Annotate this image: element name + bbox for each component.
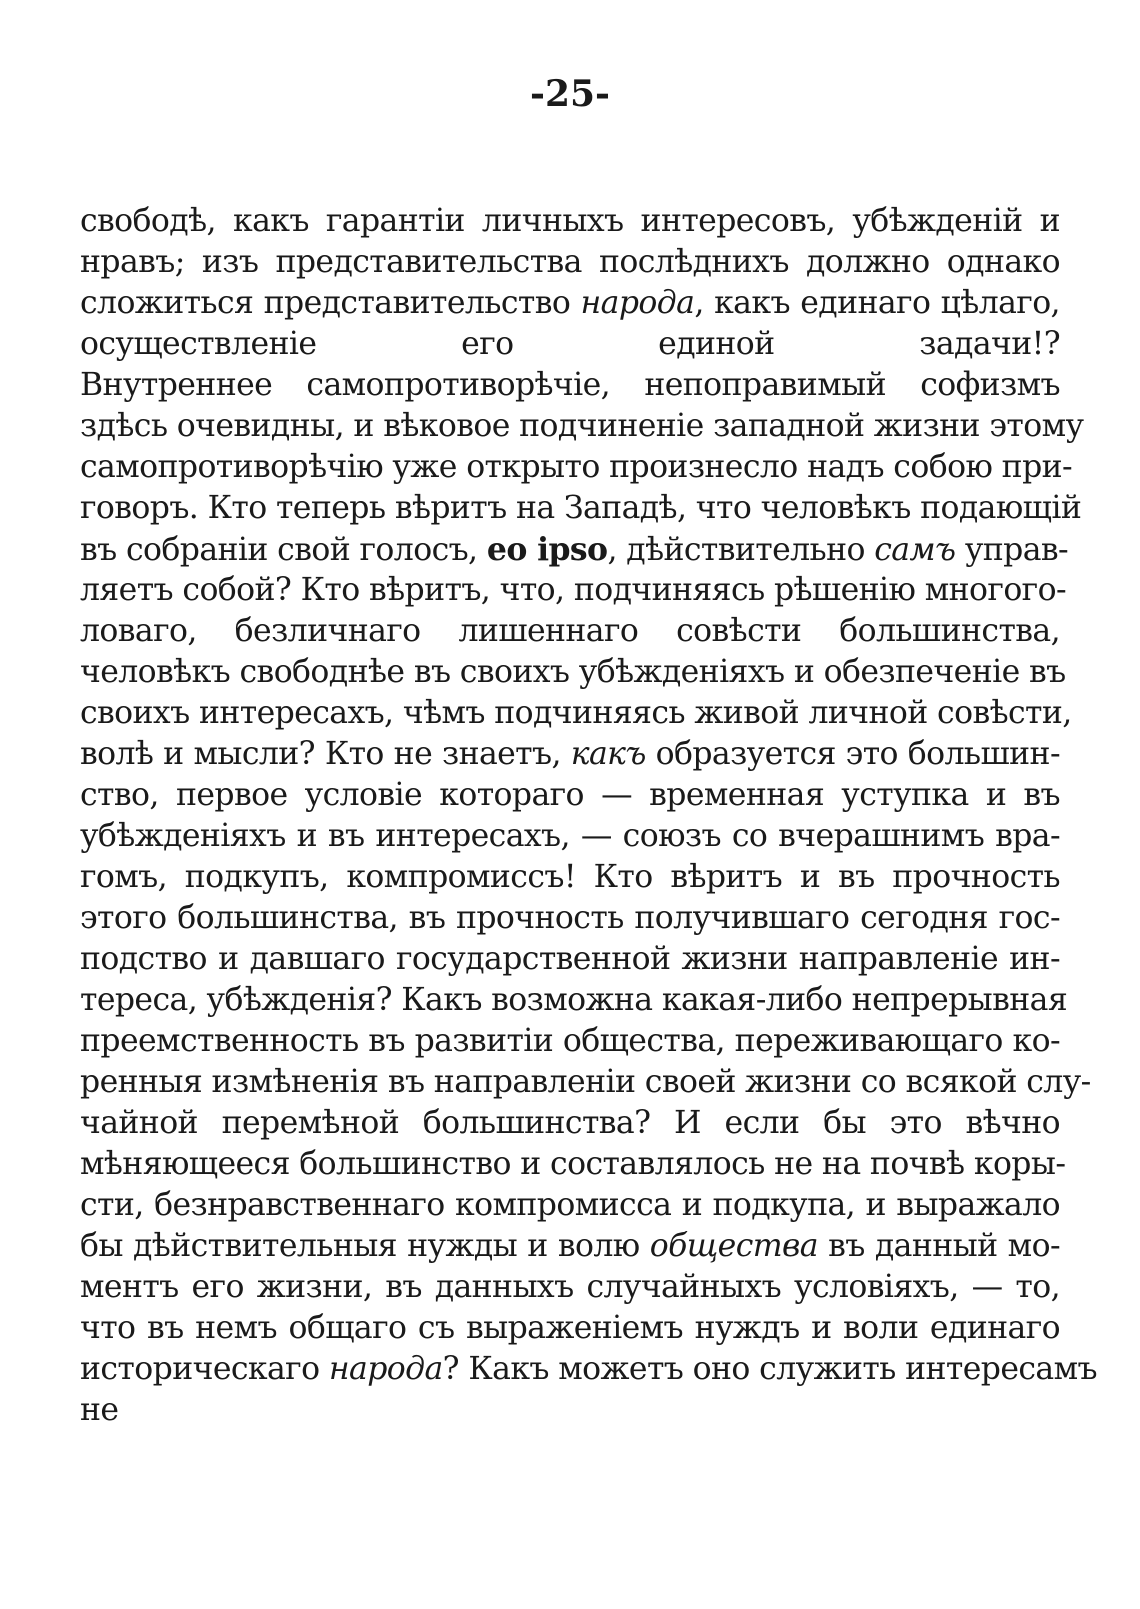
text-line: ренныя измѣненія въ направленіи своей жизни со всякой слу- — [80, 1064, 1091, 1100]
text-line: тереса, убѣжденія? Какъ возможна какая-либо непрерывная — [80, 982, 1068, 1018]
text-line: ментъ его жизни, въ данныхъ случайныхъ условіяхъ, — то, — [80, 1269, 1060, 1305]
text-line: волѣ и мысли? Кто не знаетъ, какъ образуется это большин- — [80, 736, 1060, 772]
page-number: -25- — [530, 73, 610, 115]
italic-emphasis: какъ — [570, 736, 646, 772]
italic-emphasis: самъ — [874, 532, 956, 568]
text-line: говоръ. Кто теперь вѣритъ на Западѣ, что человѣкъ подающій — [80, 490, 1082, 526]
bold-emphasis: eo ipso — [486, 531, 608, 568]
text-line: сти, безнравственнаго компромисса и подкупа, и выражало — [80, 1187, 1060, 1223]
text-line: самопротиворѣчію уже открыто произнесло надъ собою при- — [80, 449, 1073, 485]
text-line: гомъ, подкупъ, компромиссъ! Кто вѣритъ и въ прочность — [80, 859, 1060, 895]
text-line: свободѣ, какъ гарантіи личныхъ интересовъ, убѣжденій и — [80, 203, 1060, 239]
text-line: нравъ; изъ представительства послѣднихъ должно однако — [80, 244, 1060, 280]
text-line: въ собраніи свой голосъ, eo ipso, дѣйствительно самъ управ- — [80, 531, 1069, 568]
text-line: мѣняющееся большинство и составлялось не на почвѣ коры- — [80, 1146, 1066, 1182]
text-line: бы дѣйствительныя нужды и волю общества въ данный мо- — [80, 1228, 1060, 1264]
text-line: не — [80, 1392, 119, 1428]
italic-emphasis: народа — [580, 285, 695, 321]
italic-emphasis: общества — [649, 1228, 818, 1264]
text-line: подство и давшаго государственной жизни направленіе ин- — [80, 941, 1060, 977]
text-line: что въ немъ общаго съ выраженіемъ нуждъ и воли единаго — [80, 1310, 1060, 1346]
text-line: этого большинства, въ прочность получившаго сегодня гос- — [80, 900, 1060, 936]
text-line: чайной перемѣной большинства? И если бы это вѣчно — [80, 1105, 1060, 1141]
body-text — [80, 201, 1097, 1431]
text-line: ляетъ собой? Кто вѣритъ, что, подчиняясь рѣшенію многого- — [80, 572, 1066, 608]
text-line: ловаго, безличнаго лишеннаго совѣсти большинства, — [80, 613, 1060, 649]
text-line: Внутреннее самопротиворѣчіе, непоправимый софизмъ — [80, 367, 1060, 403]
text-line: историческаго народа? Какъ можетъ оно служить интересамъ — [80, 1351, 1097, 1387]
text-line: убѣжденіяхъ и въ интересахъ, — союзъ со вчерашнимъ вра- — [80, 818, 1060, 854]
text-line: своихъ интересахъ, чѣмъ подчиняясь живой личной совѣсти, — [80, 695, 1072, 731]
italic-emphasis: народа — [328, 1351, 443, 1387]
text-line: осуществленіе его единой задачи!? — [80, 326, 1060, 362]
text-line: здѣсь очевидны, и вѣковое подчиненіе западной жизни этому — [80, 408, 1084, 444]
text-line: преемственность въ развитіи общества, переживающаго ко- — [80, 1023, 1060, 1059]
text-line: сложиться представительство народа, какъ единаго цѣлаго, — [80, 285, 1060, 321]
text-line: ство, первое условіе котораго — временная уступка и въ — [80, 777, 1060, 813]
text-line: человѣкъ свободнѣе въ своихъ убѣжденіяхъ и обезпеченіе въ — [80, 654, 1066, 690]
